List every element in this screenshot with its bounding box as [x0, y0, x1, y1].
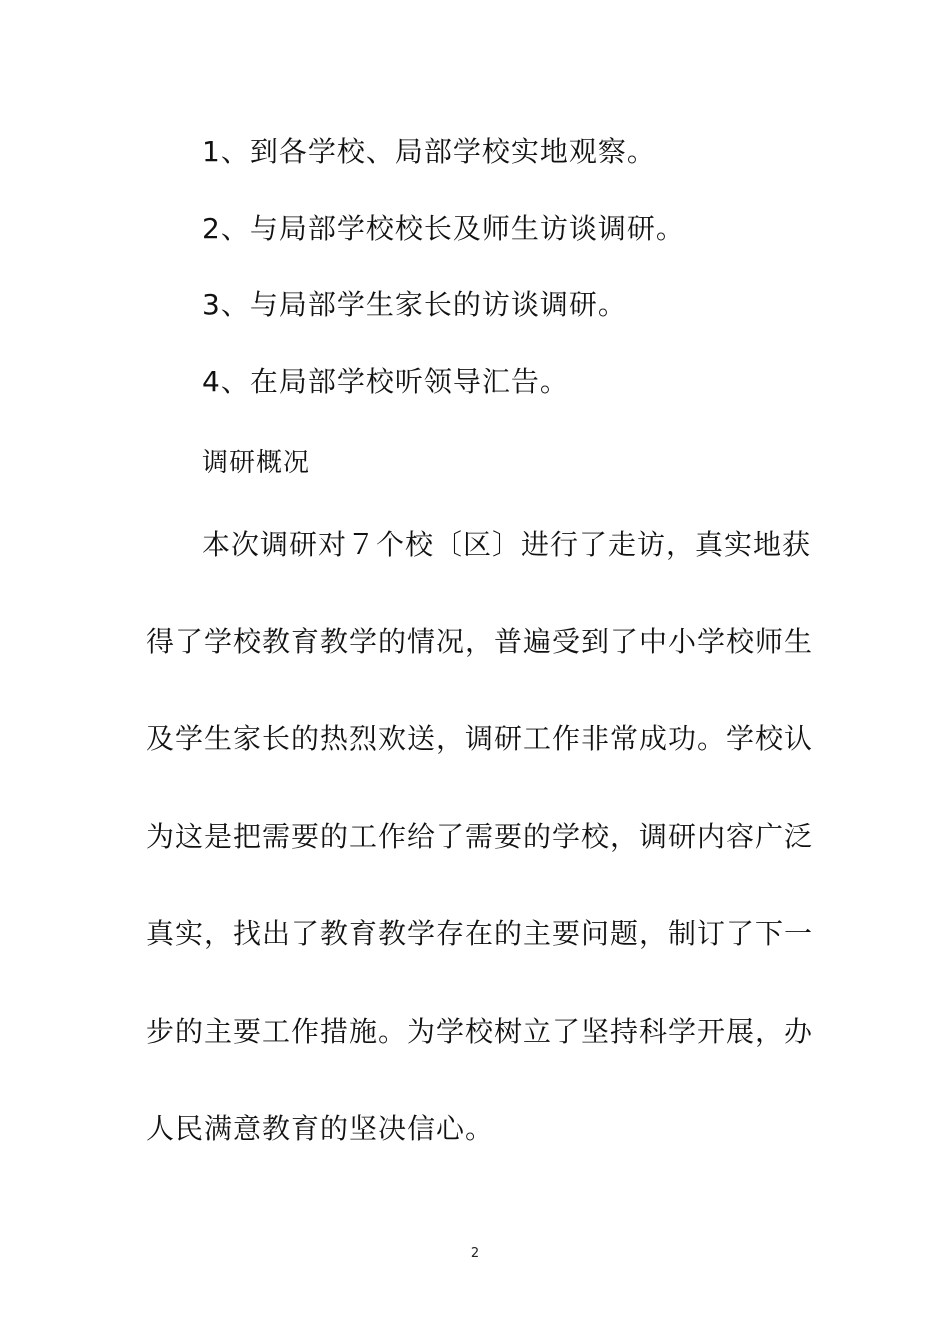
paragraph-line-4: 为这是把需要的工作给了需要的学校，调研内容广泛 — [146, 820, 814, 853]
list-item-4: 4、在局部学校听领导汇告。 — [202, 365, 569, 398]
list-item-1: 1、到各学校、局部学校实地观察。 — [202, 135, 656, 168]
paragraph-line-5: 真实，找出了教育教学存在的主要问题，制订了下一 — [146, 917, 814, 950]
list-item-2: 2、与局部学校校长及师生访谈调研。 — [202, 212, 685, 245]
section-heading: 调研概况 — [202, 448, 311, 478]
page-number: 2 — [470, 1246, 480, 1261]
paragraph-line-6: 步的主要工作措施。为学校树立了坚持科学开展，办 — [146, 1015, 814, 1048]
paragraph-line-7: 人民满意教育的坚决信心。 — [146, 1112, 495, 1145]
paragraph-line-3: 及学生家长的热烈欢送，调研工作非常成功。学校认 — [146, 722, 814, 755]
list-item-3: 3、与局部学生家长的访谈调研。 — [202, 288, 627, 321]
paragraph-line-1: 本次调研对７个校〔区〕进行了走访，真实地获 — [202, 528, 812, 561]
paragraph-line-2: 得了学校教育教学的情况，普遍受到了中小学校师生 — [146, 625, 814, 658]
